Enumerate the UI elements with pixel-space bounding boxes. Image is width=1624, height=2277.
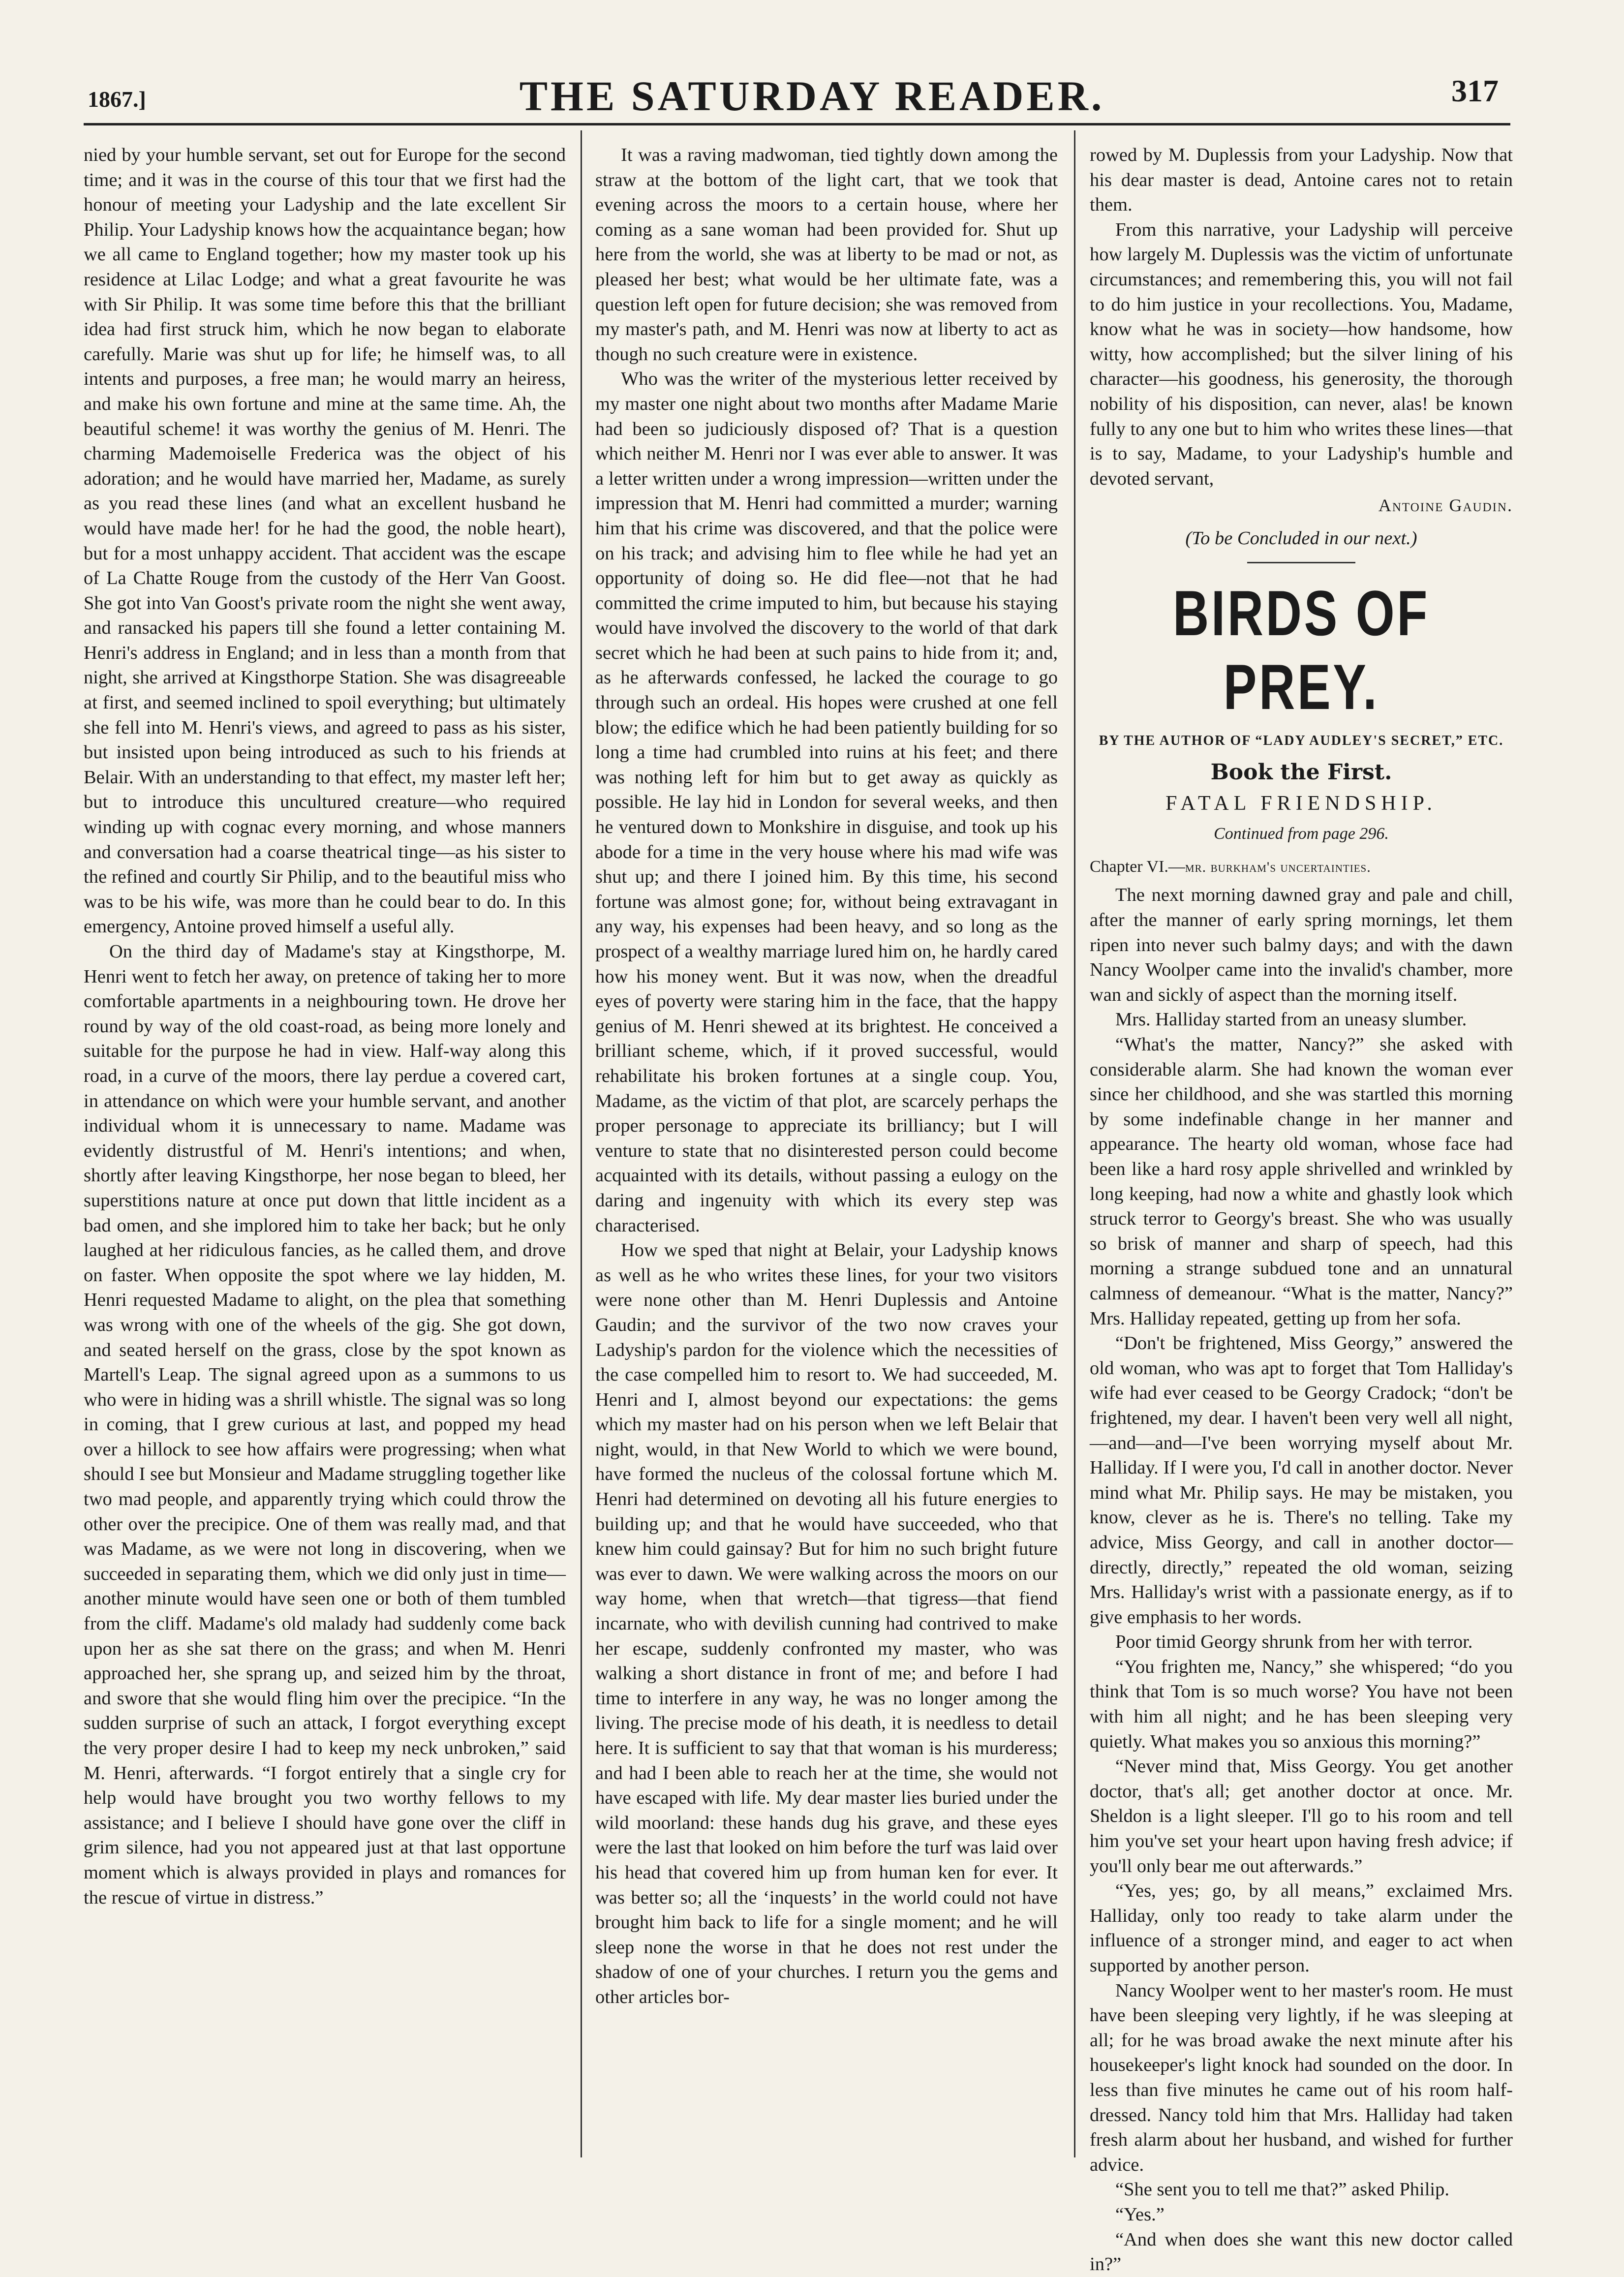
- masthead: [0, 0, 1624, 123]
- column-divider: [581, 130, 582, 2157]
- column-2: [595, 143, 1058, 2160]
- paragraph: The next morning dawned gray and pale and chill, after the manner of early spring mornings, let them ripen into never such balmy days; and with the dawn Nancy Woolper came into the invalid's chamber, more wan and sickly of aspect than the morning itself.: [1090, 885, 1513, 1005]
- column-divider: [1074, 130, 1075, 2157]
- letter-signature: Antoine Gaudin.: [1378, 495, 1513, 516]
- column-1: [84, 143, 566, 2160]
- paragraph: From this narrative, your Ladyship will perceive how largely M. Duplessis was the victim of unfortunate circumstances; and remembering this, you will not fail to do him justice in your recollections. You, Madame, know what he was in society—how handsome, how witty, how accomplished; but the silver lining of his character—his goodness, his generosity, the thorough nobility of his disposition, can never, alas! be known fully to any one but to him who writes these lines—that is to say, Madame, to your Ladyship's humble and devoted servant,: [1090, 219, 1513, 489]
- column-3: [1090, 143, 1513, 2275]
- paragraph: Nancy Woolper went to her master's room. He must have been sleeping very lightly, if he was sleeping at all; for he was broad awake the next minute after his housekeeper's light knock had sounded on the door. In less than five minutes he came out of his room half-dressed. Nancy told him that Mrs. Halliday had taken fresh alarm about her husband, and wished for further advice.: [1090, 1980, 1513, 2175]
- section-rule: [1247, 562, 1355, 563]
- paragraph: How we sped that night at Belair, your Ladyship knows as well as he who writes these lines, for your two visitors were none other than M. Henri Duplessis and Antoine Gaudin; and the survivor of the two now craves your Ladyship's pardon for the violence which the necessities of the case compelled him to resort to. We had succeeded, M. Henri and I, almost beyond our expectations: the gems which my master had on his person when we left Belair that night, would, in that New World to which we were bound, have formed the nucleus of the colossal fortune which M. Henri had determined on devoting all his future energies to building up; and that he would have succeeded, who that knew him could gainsay? But for him no such bright future was ever to dawn. We were walking across the moors on our way home, when that wretch—that tigress—that fiend incarnate, who with devilish cunning had contrived to make her escape, suddenly confronted my master, who was walking a short distance in front of me; and before I had time to interfere in any way, he was no longer among the living. The precise mode of his death, it is needless to detail here. It is sufficient to say that that woman is his murderess; and had I been able to reach her at the time, she would not have escaped with life. My dear master lies buried under the wild moorland: these hands dug his grave, and these eyes were the last that looked on him before the turf was laid over his head that covered him up from human ken for ever. It was better so; all the ‘inquests’ in the world could not have brought him back to life for a single moment; and he will sleep none the worse in that he does not rest under the shadow of one of your churches. I return you the gems and other articles bor-: [595, 1240, 1058, 2007]
- serial-byline: BY THE AUTHOR OF “LADY AUDLEY'S SECRET,” ETC.: [1099, 733, 1504, 748]
- page-number: 317: [1451, 73, 1499, 108]
- to-be-concluded-note: (To be Concluded in our next.): [1185, 527, 1417, 549]
- paragraph: “She sent you to tell me that?” asked Philip.: [1115, 2179, 1449, 2200]
- paragraph: rowed by M. Duplessis from your Ladyship. Now that his dear master is dead, Antoine cares not to retain them.: [1090, 145, 1513, 215]
- paragraph: Poor timid Georgy shrunk from her with terror.: [1115, 1631, 1473, 1653]
- paragraph: Who was the writer of the mysterious letter received by my master one night about two months after Madame Marie had been so judiciously disposed of? That is a question which neither M. Henri nor I was ever able to answer. It was a letter written under a wrong impression—written under the impression that M. Henri had committed a murder; warning him that his crime was discovered, and that the police were on his track; and advising him to flee while he had yet an opportunity of doing so. He did flee—not that he had committed the crime imputed to him, but because his staying would have involved the discovery to the world of that dark secret which he had been at such pains to hide from it; and, as he afterwards confessed, he lacked the courage to go through such an ordeal. His hopes were crushed at one fell blow; the edifice which he had been patiently building for so long a time had crumbled into ruins at his feet; and there was nothing left for him but to get away as quickly as possible. He lay hid in London for several weeks, and then he ventured down to Monkshire in disguise, and took up his abode for a time in the very house where his mad wife was shut up; and there I joined him. By this time, his second fortune was almost gone; for, without being extravagant in any way, his expenses had been heavy, and so long as the prospect of a wealthy marriage lured him on, he hardly cared how his money went. But it was now, when the dreadful eyes of poverty were staring him in the face, that the happy genius of M. Henri shewed at its brightest. He conceived a brilliant scheme, which, if it proved successful, would rehabilitate his broken fortunes at a single coup. You, Madame, as the victim of that plot, are scarcely perhaps the proper personage to appreciate its brilliancy; but I will venture to state that no disinterested person could become acquainted with its details, without passing a eulogy on the daring and ingenuity with which its every step was characterised.: [595, 369, 1058, 1236]
- paragraph: Mrs. Halliday started from an uneasy slumber.: [1115, 1009, 1467, 1030]
- issue-year: 1867.]: [88, 87, 146, 112]
- serial-title: BIRDS OF PREY.: [1173, 577, 1430, 723]
- chapter-title: mr. burkham's uncertainties.: [1185, 859, 1371, 875]
- continued-note: Continued from page 296.: [1214, 825, 1389, 843]
- paragraph: “Don't be frightened, Miss Georgy,” answered the old woman, who was apt to forget that Tom Halliday's wife had ever ceased to be Georgy Cradock; “don't be frightened, my dear. I haven't been very well all night,—and—and—I've been worrying myself about Mr. Halliday. If I were you, I'd call in another doctor. Never mind what Mr. Philip says. He may be mistaken, you know, clever as he is. There's no telling. Take my advice, Miss Georgy, and call in another doctor—directly, directly,” repeated the old woman, seizing Mrs. Halliday's wrist with a passionate energy, as if to give emphasis to her words.: [1090, 1333, 1513, 1628]
- paragraph: nied by your humble servant, set out for Europe for the second time; and it was in the course of this tour that we first had the honour of meeting your Ladyship and the late excellent Sir Philip. Your Ladyship knows how the acquaintance began; how we all came to England together; how my master took up his residence at Lilac Lodge; and what a great favourite he was with Sir Philip. It was some time before this that the brilliant idea had first struck him, which he now began to elaborate carefully. Marie was shut up for life; he himself was, to all intents and purposes, a free man; he would marry an heiress, and make his own fortune and mine at the same time. Ah, the beautiful scheme! it was worthy the genius of M. Henri. The charming Mademoiselle Frederica was the object of his adoration; and he would have married her, Madame, as surely as you read these lines (and what an excellent husband he would have made her! for he had the good, the noble heart), but for a most unhappy accident. That accident was the escape of La Chatte Rouge from the custody of the Herr Van Goost. She got into Van Goost's private room the night she went away, and ransacked his papers till she found a letter containing M. Henri's address in England; and in less than a month from that night, she arrived at Kingsthorpe Station. She was disagreeable at first, and seemed inclined to spoil everything; but ultimately she fell into M. Henri's views, and agreed to pass as his sister, but insisted upon being introduced as such to his friends at Belair. With an understanding to that effect, my master left her; but to introduce this uncultured creature—who required winding up with cognac every morning, and whose manners and conversation had a coarse theatrical tinge—as his sister to the refined and courtly Sir Philip, and to the beautiful miss who was to be his wife, was more than he could bear to do. In this emergency, Antoine proved himself a useful ally.: [84, 145, 566, 937]
- chapter-number: Chapter VI.—: [1090, 857, 1185, 876]
- paragraph: It was a raving madwoman, tied tightly down among the straw at the bottom of the light cart, that we took that evening across the moors to a certain house, where her coming as a sane woman had been provided for. Shut up here from the world, she was at liberty to be mad or not, as pleased her best; what would be her ultimate fate, was a question left open for future decision; she was removed from my master's path, and M. Henri was now at liberty to act as though no such creature were in existence.: [595, 145, 1058, 365]
- book-title: FATAL FRIENDSHIP.: [1165, 792, 1437, 815]
- paragraph: “Never mind that, Miss Georgy. You get another doctor, that's all; get another doctor at once. Mr. Sheldon is a light sleeper. I'll go to his room and tell him you've set your heart upon having fresh advice; if you'll only bear me out afterwards.”: [1090, 1756, 1513, 1877]
- paragraph: On the third day of Madame's stay at Kingsthorpe, M. Henri went to fetch her away, on pretence of taking her to more comfortable apartments in a neighbouring town. He drove her round by way of the old coast-road, as being more lonely and suitable for the purpose he had in view. Half-way along this road, in a curve of the moors, there lay perdue a covered cart, in attendance on which were your humble servant, and another individual whom it is unnecessary to name. Madame was evidently distrustful of M. Henri's intentions; and when, shortly after leaving Kingsthorpe, her nose began to bleed, her superstitions nature at once put down that little incident as a bad omen, and she implored him to take her back; but he only laughed at her ridiculous fancies, as he called them, and drove on faster. When opposite the spot where we lay hidden, M. Henri requested Madame to alight, on the plea that something was wrong with one of the wheels of the gig. She got down, and seated herself on the grass, close by the spot known as Martell's Leap. The signal agreed upon as a summons to us who were in hiding was a shrill whistle. The signal was so long in coming, that I grew curious at last, and popped my head over a hillock to see how affairs were progressing; when what should I see but Monsieur and Madame struggling together like two mad people, and apparently trying which could throw the other over the precipice. One of them was really mad, and that was Madame, as we were not long in discovering, when we succeeded in separating them, which we did only just in time—another minute would have seen one or both of them tumbled from the cliff. Madame's old malady had suddenly come back upon her as she sat there on the grass; and when M. Henri approached her, she sprang up, and seized him by the throat, and swore that she would fling him over the precipice. “In the sudden surprise of such an attack, I forgot everything except the very proper desire I had to keep my neck unbroken,” said M. Henri, afterwards. “I forgot entirely that a single cry for help would have brought you two worthy fellows to my assistance; and I believe I should have gone over the cliff in grim silence, had you not appeared just at that last opportune moment which is always provided in plays and romances for the rescue of virtue in distress.”: [84, 941, 566, 1908]
- paragraph: “And when does she want this new doctor called in?”: [1090, 2229, 1513, 2275]
- header-rule: [84, 123, 1510, 125]
- paragraph: “Yes.”: [1115, 2204, 1164, 2225]
- paragraph: “Yes, yes; go, by all means,” exclaimed Mrs. Halliday, only too ready to take alarm under the influence of a stronger mind, and eager to act when supported by another person.: [1090, 1880, 1513, 1976]
- paragraph: “What's the matter, Nancy?” she asked with considerable alarm. She had known the woman ever since her childhood, and she was startled this morning by some indefinable change in her manner and appearance. The hearty old woman, whose face had been like a hard rosy apple shrivelled and wrinkled by long keeping, had now a white and ghastly look which struck terror to Georgy's breast. She who was usually so brisk of manner and sharp of speech, had this morning a strange subdued tone and an unnatural calmness of demeanour. “What is the matter, Nancy?” Mrs. Halliday repeated, getting up from her sofa.: [1090, 1034, 1513, 1329]
- book-heading: Book the First.: [1210, 760, 1392, 785]
- publication-title: THE SATURDAY READER.: [519, 72, 1105, 120]
- chapter-heading: [1090, 855, 1513, 880]
- paragraph: “You frighten me, Nancy,” she whispered; “do you think that Tom is so much worse? You have not been with him all night; and he has been sleeping very quietly. What makes you so anxious this morning?”: [1090, 1656, 1513, 1752]
